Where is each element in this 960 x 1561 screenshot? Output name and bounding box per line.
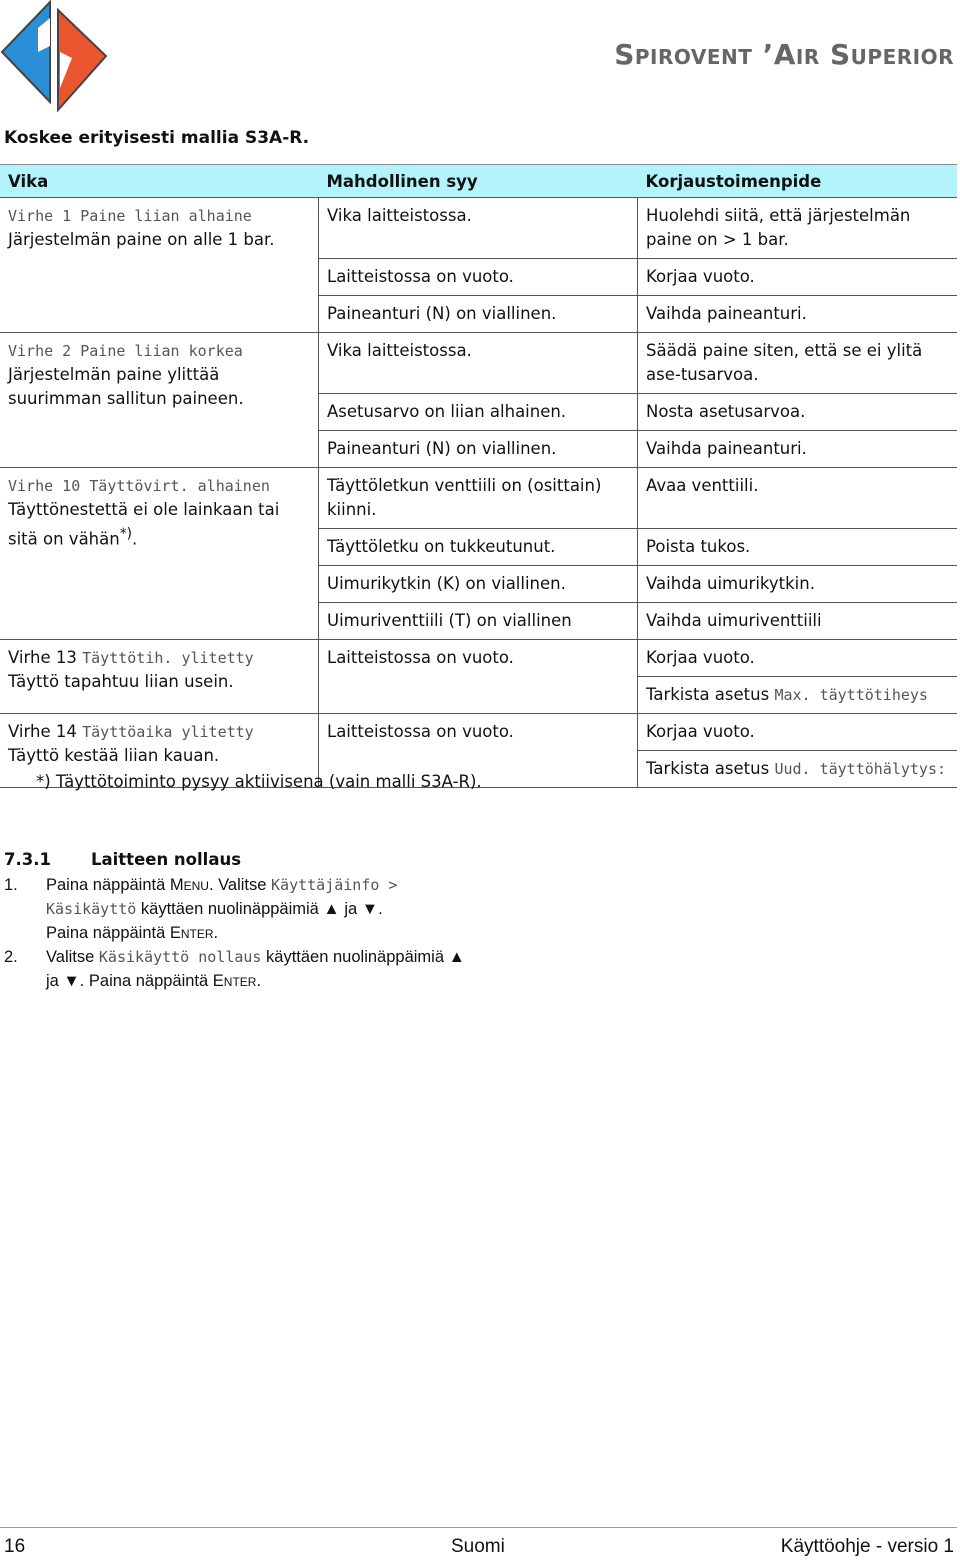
fix-cell: Poista tukos. (638, 529, 958, 566)
fix-cell: Vaihda paineanturi. (638, 296, 958, 333)
fix-cell: Vaihda uimurikytkin. (638, 566, 958, 603)
fault-cell (0, 198, 319, 333)
page-number: 16 (4, 1536, 26, 1557)
error-desc: Järjestelmän paine ylittää suurimman sallitun paineen. (8, 365, 244, 408)
error-code: Virhe 2 Paine liian korkea (8, 342, 243, 360)
fix-cell: Korjaa vuoto. (638, 640, 958, 677)
section-heading (4, 850, 241, 869)
section-title: Laitteen nollaus (90, 850, 242, 869)
error-desc: Järjestelmän paine on alle 1 bar. (8, 230, 275, 249)
footer-divider (0, 1527, 957, 1528)
fault-cell (0, 468, 319, 640)
col-header-fault: Vika (0, 165, 319, 198)
fix-cell: Korjaa vuoto. (638, 714, 958, 751)
footer-doc-title: Käyttöohje - versio 1 (780, 1536, 954, 1557)
error-code: Virhe 13 Täyttötih. ylitetty (8, 648, 254, 667)
error-code: Virhe 14 Täyttöaika ylitetty (8, 722, 254, 741)
error-desc: Täyttö kestää liian kauan. (8, 746, 220, 765)
cause-cell: Laitteistossa on vuoto. (319, 259, 638, 296)
cause-cell: Vika laitteistossa. (319, 333, 638, 394)
fix-cell: Tarkista asetus Max. täyttötiheys (638, 677, 958, 714)
table-header-row (0, 165, 957, 198)
table-row (0, 198, 957, 259)
table-row (0, 468, 957, 529)
spirovent-logo (0, 0, 108, 112)
list-item: 2. Valitse Käsikäyttö nollaus käyttäen nuolinäppäimiä ▲ ja ▼. Paina näppäintä Enter. (4, 948, 465, 990)
fix-cell: Vaihda paineanturi. (638, 431, 958, 468)
fault-cell (0, 333, 319, 468)
fix-cell: Huolehdi siitä, että järjestelmän paine on > 1 bar. (638, 198, 958, 259)
error-code: Virhe 1 Paine liian alhaine (8, 207, 252, 225)
intro-text: Koskee erityisesti mallia S3A-R. (4, 128, 310, 148)
cause-cell: Vika laitteistossa. (319, 198, 638, 259)
table-row (0, 333, 957, 394)
troubleshooting-table (0, 164, 957, 788)
cause-cell: Täyttöletkun venttiili on (osittain) kiinni. (319, 468, 638, 529)
fix-cell: Nosta asetusarvoa. (638, 394, 958, 431)
fault-cell (0, 640, 319, 714)
step-list (4, 873, 466, 993)
cause-cell: Uimuriventtiili (T) on viallinen (319, 603, 638, 640)
brand-title: Spirovent ’Air Superior (614, 38, 954, 71)
cause-cell: Uimurikytkin (K) on viallinen. (319, 566, 638, 603)
footer-language: Suomi (451, 1536, 505, 1557)
footnote: *) Täyttötoiminto pysyy aktiivisena (vain malli S3A-R). (36, 772, 482, 791)
fix-cell: Säädä paine siten, että se ei ylitä ase-tusarvoa. (638, 333, 958, 394)
fix-cell: Tarkista asetus Uud. täyttöhälytys: (638, 751, 958, 788)
cause-cell: Täyttöletku on tukkeutunut. (319, 529, 638, 566)
list-item: 1. Paina näppäintä Menu. Valitse Käyttäjäinfo > Käsikäyttö käyttäen nuolinäppäimiä ▲ ja ▼. Paina näppäintä Enter. (4, 876, 398, 942)
error-code: Virhe 10 Täyttövirt. alhainen (8, 477, 270, 495)
cause-cell: Paineanturi (N) on viallinen. (319, 296, 638, 333)
cause-cell: Paineanturi (N) on viallinen. (319, 431, 638, 468)
fix-cell: Vaihda uimuriventtiili (638, 603, 958, 640)
cause-cell: Asetusarvo on liian alhainen. (319, 394, 638, 431)
section-number: 7.3.1 (4, 850, 51, 869)
cause-cell: Laitteistossa on vuoto. (319, 714, 638, 788)
cause-cell: Laitteistossa on vuoto. (319, 640, 638, 714)
error-desc: Täyttönestettä ei ole lainkaan tai sitä on vähän*). (8, 500, 280, 549)
table-row (0, 640, 957, 677)
fix-cell: Korjaa vuoto. (638, 259, 958, 296)
error-desc: Täyttö tapahtuu liian usein. (8, 672, 234, 691)
table-row (0, 714, 957, 751)
fix-cell: Avaa venttiili. (638, 468, 958, 529)
col-header-cause: Mahdollinen syy (319, 165, 638, 198)
col-header-fix: Korjaustoimenpide (638, 165, 958, 198)
